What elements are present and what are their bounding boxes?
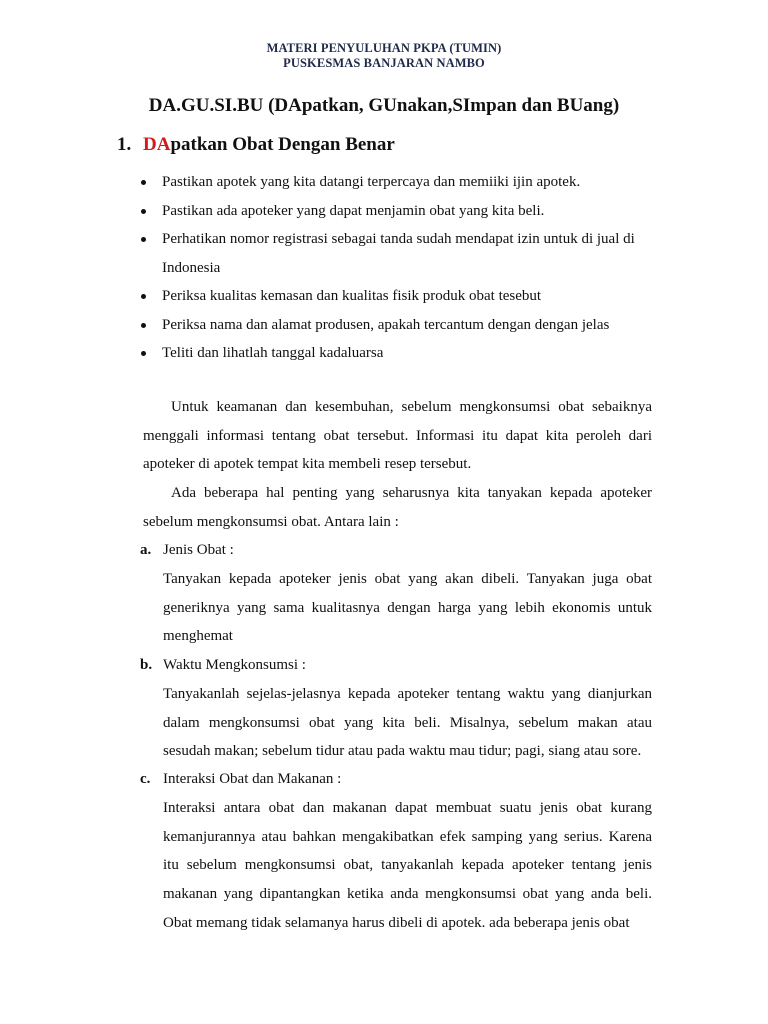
bullet-icon [141,323,146,328]
item-a-heading [140,536,234,565]
section-heading-1 [117,134,395,156]
item-heading-text: Jenis Obat : [163,542,234,558]
bullet-item [140,339,660,368]
bullet-text: Periksa nama dan alamat produsen, apakah tercantum dengan dengan jelas [162,316,610,333]
bullet-text: Pastikan ada apoteker yang dapat menjamin obat yang kita beli. [162,202,545,219]
bullet-text: Teliti dan lihatlah tanggal kadaluarsa [162,345,384,361]
item-letter: c. [140,771,151,787]
bullet-item [140,311,660,340]
bullet-text: Perhatikan nomor registrasi sebagai tanda sudah mendapat izin untuk di jual di Indonesia [162,231,635,276]
item-c-text: Interaksi antara obat dan makanan dapat membuat suatu jenis obat kurang kemanjurannya atau bahkan mengakibatkan efek samping yang serius. Karena itu sebelum mengkonsumsi obat, tanyakanlah kepada apoteker tentang jenis makanan yang dipantangkan ketika anda mengkonsumsi obat yang anda beli. Obat memang tidak selamanya harus dibeli di apotek. ada beberapa jenis obat [163,800,652,931]
item-letter: a. [140,542,152,558]
bullet-icon [141,294,146,299]
item-heading-text: Waktu Mengkonsumsi : [163,657,306,673]
section-highlight: DA [143,134,171,155]
document-title: DA.GU.SI.BU (DApatkan, GUnakan,SImpan dan BUang) [148,95,620,116]
bullet-icon [141,209,146,214]
item-c-heading [140,765,341,794]
bullet-list [140,168,660,368]
bullet-icon [141,351,146,356]
section-heading-text: patkan Obat Dengan Benar [170,134,395,155]
item-letter: b. [140,657,153,673]
item-b-heading [140,651,306,680]
bullet-item [140,225,660,282]
bullet-item [140,282,660,311]
bullet-icon [141,237,146,242]
header-line-1: MATERI PENYULUHAN PKPA (TUMIN) [266,41,502,55]
item-heading-text: Interaksi Obat dan Makanan : [163,771,342,787]
paragraph-2: Ada beberapa hal penting yang seharusnya kita tanyakan kepada apoteker sebelum mengkonsumsi obat. Antara lain : [143,485,652,530]
bullet-text: Pastikan apotek yang kita datangi terpercaya dan memiiki ijin apotek. [162,174,581,190]
section-number: 1. [117,134,132,155]
item-a-text: Tanyakan kepada apoteker jenis obat yang akan dibeli. Tanyakan juga obat generiknya yang sama kualitasnya dengan harga yang lebih ekonomis untuk menghemat [163,571,652,645]
bullet-icon [141,180,146,185]
bullet-item [140,197,660,226]
paragraph-1: Untuk keamanan dan kesembuhan, sebelum mengkonsumsi obat sebaiknya menggali informasi tentang obat tersebut. Informasi itu dapat kita peroleh dari apoteker di apotek tempat kita membeli resep tersebut. [143,399,652,473]
item-b-text: Tanyakanlah sejelas-jelasnya kepada apoteker tentang waktu yang dianjurkan dalam mengkonsumsi obat yang kita beli. Misalnya, sebelum makan atau sesudah makan; sebelum tidur atau pada waktu mau tidur; pagi, siang atau sore. [163,686,652,760]
bullet-text: Periksa kualitas kemasan dan kualitas fisik produk obat tesebut [162,288,542,304]
bullet-item [140,168,660,197]
header-line-2: PUSKESMAS BANJARAN NAMBO [283,56,485,70]
